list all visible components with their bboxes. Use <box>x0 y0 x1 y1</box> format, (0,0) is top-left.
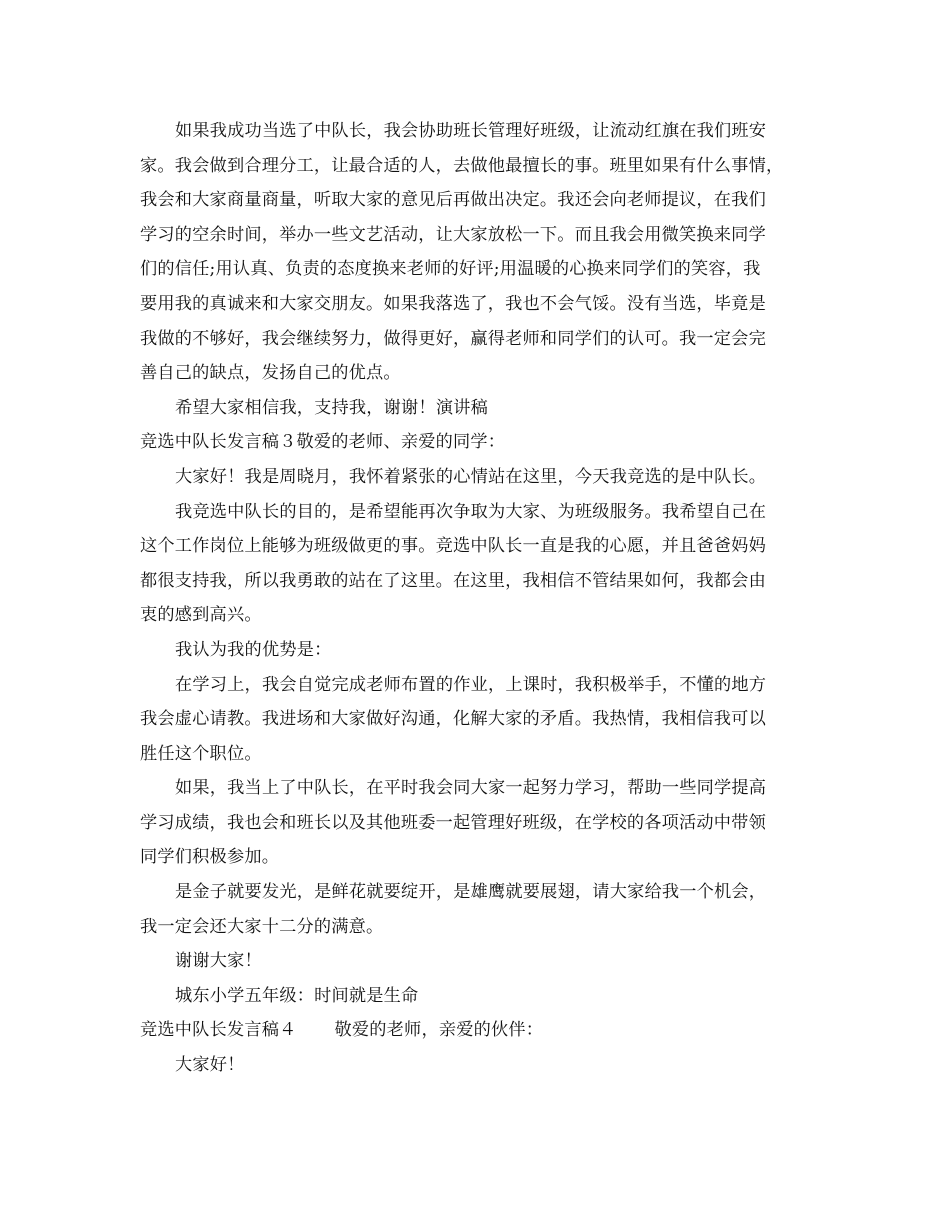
paragraph-line: 我认为我的优势是： <box>175 639 332 660</box>
paragraph-line: 这个工作岗位上能够为班级做更的事。竞选中队长一直是我的心愿，并且爸爸妈妈 <box>140 536 766 557</box>
paragraph-line: 如果，我当上了中队长，在平时我会同大家一起努力学习，帮助一些同学提高 <box>175 778 767 799</box>
paragraph-line: 要用我的真诚来和大家交朋友。如果我落选了，我也不会气馁。没有当选，毕竟是 <box>140 293 766 314</box>
paragraph-line: 都很支持我，所以我勇敢的站在了这里。在这里，我相信不管结果如何，我都会由 <box>140 570 766 591</box>
paragraph-line: 我会和大家商量商量，听取大家的意见后再做出决定。我还会向老师提议，在我们 <box>140 190 766 211</box>
paragraph-line: 我做的不够好，我会继续努力，做得更好，赢得老师和同学们的认可。我一定会完 <box>140 328 766 349</box>
paragraph-line: 城东小学五年级：时间就是生命 <box>175 985 419 1006</box>
paragraph-line: 希望大家相信我，支持我，谢谢！演讲稿 <box>175 397 488 418</box>
paragraph-line: 在学习上，我会自觉完成老师布置的作业，上课时，我积极举手，不懂的地方 <box>175 674 767 695</box>
section-heading: 竞选中队长发言稿３敬爱的老师、亲爱的同学： <box>140 432 506 453</box>
paragraph-line: 我一定会还大家十二分的满意。 <box>140 916 384 937</box>
paragraph-line: 学习成绩，我也会和班长以及其他班委一起管理好班级，在学校的各项活动中带领 <box>140 812 766 833</box>
section-heading <box>140 1013 812 1048</box>
paragraph-line: 胜任这个职位。 <box>140 743 262 764</box>
paragraph-line: 是金子就要发光，是鲜花就要绽开，是雄鹰就要展翅，请大家给我一个机会， <box>175 882 767 903</box>
section-title: 竞选中队长发言稿４ <box>140 1020 297 1041</box>
paragraph-line: 学习的空余时间，举办一些文艺活动，让大家放松一下。而且我会用微笑换来同学 <box>140 224 766 245</box>
paragraph-line: 衷的感到高兴。 <box>140 605 262 626</box>
paragraph-line: 我竞选中队长的目的，是希望能再次争取为大家、为班级服务。我希望自己在 <box>175 501 767 522</box>
paragraph-line: 大家好！ <box>175 1055 245 1076</box>
document-body <box>140 114 812 1083</box>
paragraph-line: 们的信任;用认真、负责的态度换来老师的好评;用温暖的心换来同学们的笑容，我 <box>140 259 761 280</box>
paragraph-line: 善自己的缺点，发扬自己的优点。 <box>140 363 401 384</box>
paragraph-line: 家。我会做到合理分工，让最合适的人，去做他最擅长的事。班里如果有什么事情， <box>140 155 784 176</box>
paragraph-line: 如果我成功当选了中队长，我会协助班长管理好班级，让流动红旗在我们班安 <box>175 121 767 141</box>
paragraph-line: 同学们积极参加。 <box>140 847 280 868</box>
paragraph-line: 谢谢大家！ <box>175 951 262 972</box>
paragraph-line: 大家好！我是周晓月，我怀着紧张的心情站在这里，今天我竞选的是中队长。 <box>175 466 767 487</box>
salutation: 敬爱的老师，亲爱的伙伴： <box>334 1020 544 1041</box>
paragraph-line: 我会虚心请教。我进场和大家做好沟通，化解大家的矛盾。我热情，我相信我可以 <box>140 709 766 730</box>
